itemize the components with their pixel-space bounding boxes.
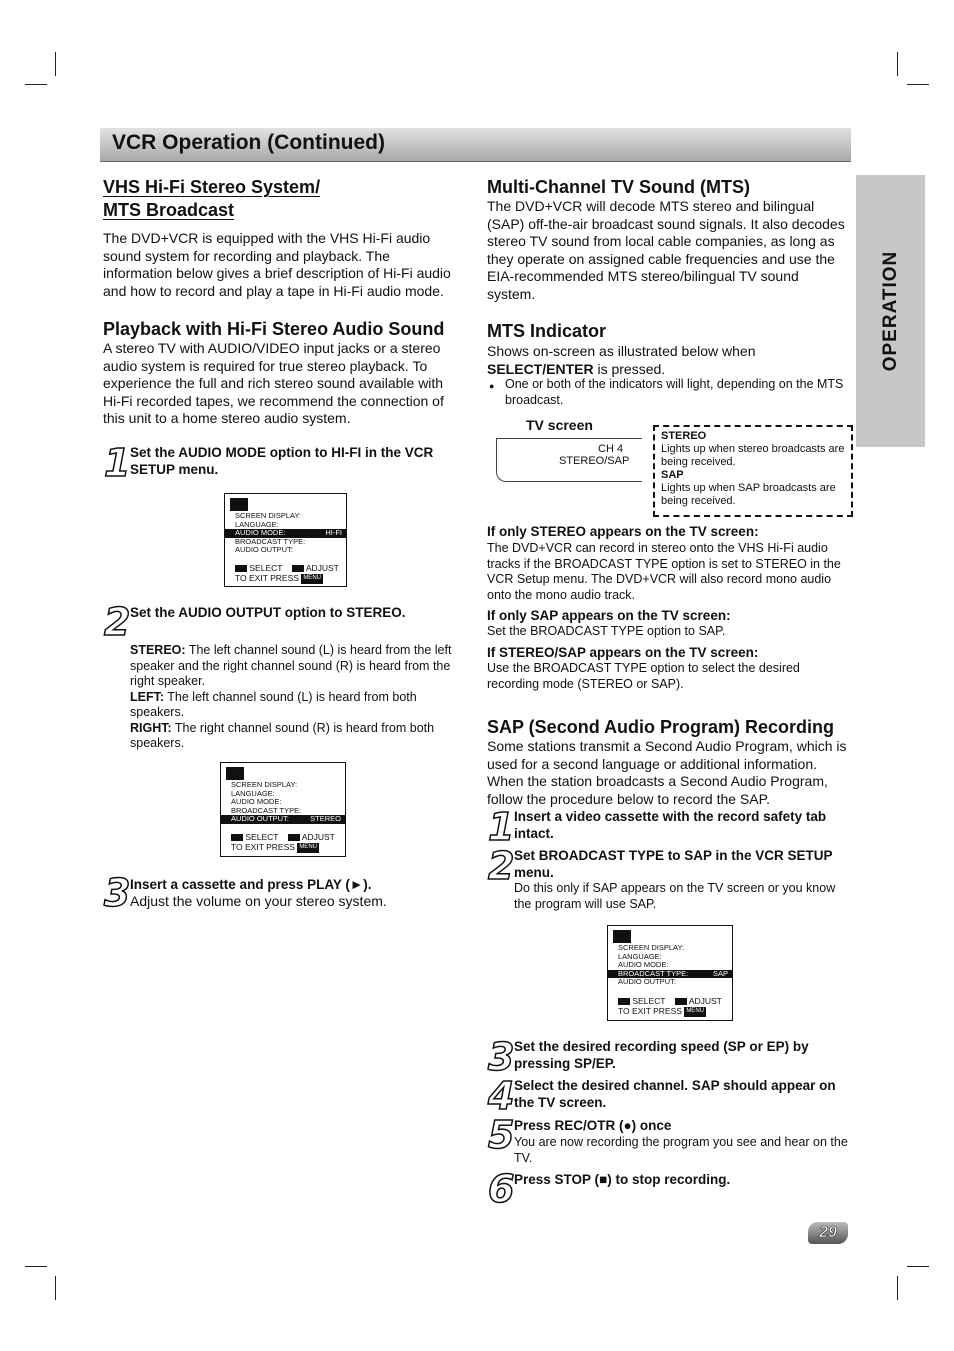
page-title: VCR Operation (Continued) xyxy=(112,131,385,154)
sap-step-5-note: You are now recording the program you see and hear on the TV. xyxy=(514,1135,848,1165)
leftright-key-icon xyxy=(675,998,687,1005)
sap-step-2: Set BROADCAST TYPE to SAP in the VCR SETUP menu. xyxy=(514,848,833,880)
page-number-badge xyxy=(808,1222,848,1244)
menu-row: LANGUAGE: xyxy=(618,951,662,961)
menu-row: BROADCAST TYPE: xyxy=(235,536,306,546)
menu-footer-exit: TO EXIT PRESS MENU xyxy=(618,1006,704,1016)
question-stereo: If only STEREO appears on the TV screen: xyxy=(487,524,759,539)
menu-footer: SELECT ADJUST xyxy=(235,564,339,574)
sap-step-5: Press REC/OTR (●) once xyxy=(514,1118,672,1133)
updown-key-icon xyxy=(618,998,630,1005)
leftright-key-icon xyxy=(292,565,304,572)
sap-step-3: Set the desired recording speed (SP or EP) by pressing SP/EP. xyxy=(514,1039,809,1071)
crop-mark xyxy=(907,84,929,85)
heading-mts-broadcast: MTS Broadcast xyxy=(103,200,235,220)
menu-row-selected: AUDIO MODE: HI-FI xyxy=(225,529,346,538)
crop-mark xyxy=(897,1276,898,1300)
menu-row: SCREEN DISPLAY: xyxy=(231,780,298,789)
crop-mark xyxy=(907,1266,929,1267)
step-number: 3 xyxy=(104,871,131,915)
menu-row: AUDIO MODE: xyxy=(231,797,282,807)
vcr-icon xyxy=(613,930,631,943)
sap-step-2-note: Do this only if SAP appears on the TV screen or you know the program will use SAP. xyxy=(514,881,836,911)
indicator-legend-box: STEREO Lights up when stereo broadcasts are being received. SAP Lights up when SAP broadcasts are being received. xyxy=(653,425,853,517)
step-number: 4 xyxy=(488,1074,515,1118)
menu-footer: SELECT ADJUST xyxy=(618,997,722,1007)
heading-playback: Playback with Hi-Fi Stereo Audio Sound xyxy=(103,319,445,339)
sap-step-6: Press STOP (■) to stop recording. xyxy=(514,1172,731,1187)
question-stereo-sap: If STEREO/SAP appears on the TV screen: xyxy=(487,645,759,660)
step-number: 1 xyxy=(488,805,515,849)
leftright-key-icon xyxy=(288,834,300,841)
vcr-icon xyxy=(230,498,248,511)
updown-key-icon xyxy=(231,834,243,841)
step-number: 1 xyxy=(104,441,131,485)
menu-row: SCREEN DISPLAY: xyxy=(235,511,302,520)
step-1-text: Set the AUDIO MODE option to HI-FI in the VCR SETUP menu. xyxy=(130,445,434,477)
answer-stereo: The DVD+VCR can record in stereo onto the VHS Hi-Fi audio tracks if the BROADCAST TYPE option is set to STEREO in the VCR Setup menu. The DVD+VCR will also record mono audio onto the mono audio track. xyxy=(487,541,841,602)
indicator-intro: Shows on-screen as illustrated below when SELECT/ENTER is pressed. xyxy=(487,343,756,377)
menu-row: AUDIO OUTPUT: xyxy=(618,977,676,987)
side-tab xyxy=(856,175,925,447)
setup-menu-screen xyxy=(224,493,347,587)
mts-paragraph: The DVD+VCR will decode MTS stereo and bilingual (SAP) off-the-air broadcast sound signals. It also decodes stereo TV sound from local cable companies, as long as they operate on assigned cable frequencies and use the EIA-recommended MTS stereo/bilingual TV sound system. xyxy=(487,198,845,302)
step-number: 3 xyxy=(488,1035,515,1079)
crop-mark xyxy=(55,52,56,76)
setup-menu-screen xyxy=(607,925,733,1021)
sap-step-1: Insert a video cassette with the record safety tab intact. xyxy=(514,809,827,841)
menu-row: AUDIO MODE: xyxy=(618,960,669,970)
menu-row-selected: AUDIO OUTPUT: STEREO xyxy=(221,815,345,824)
side-tab-label: OPERATION xyxy=(879,250,901,372)
crop-mark xyxy=(25,1266,47,1267)
sap-paragraph: Some stations transmit a Second Audio Program, which is used for a second language or additional information. When the station broadcasts a Second Audio Program, follow the procedure below to record the SAP. xyxy=(487,738,847,807)
menu-row: AUDIO OUTPUT: xyxy=(235,545,293,555)
step-number: 2 xyxy=(488,844,515,888)
crop-mark xyxy=(897,52,898,76)
updown-key-icon xyxy=(235,565,247,572)
step-number: 6 xyxy=(488,1167,515,1211)
heading-sap-recording: SAP (Second Audio Program) Recording xyxy=(487,717,835,737)
menu-row: LANGUAGE: xyxy=(231,788,275,798)
vcr-icon xyxy=(226,767,244,780)
bullet-icon: ● xyxy=(489,381,495,391)
menu-row: BROADCAST TYPE: xyxy=(231,805,302,815)
heading-vhs-hifi: VHS Hi-Fi Stereo System/ xyxy=(103,177,321,197)
menu-row: LANGUAGE: xyxy=(235,519,279,529)
tv-channel: CH 4 xyxy=(598,443,624,455)
step-number: 5 xyxy=(488,1113,515,1157)
indicator-bullet: One or both of the indicators will light, depending on the MTS broadcast. xyxy=(505,377,844,407)
step-3-note: Adjust the volume on your stereo system. xyxy=(130,893,387,909)
heading-mts-indicator: MTS Indicator xyxy=(487,321,607,341)
step-number: 2 xyxy=(104,600,131,644)
menu-footer-exit: TO EXIT PRESS MENU xyxy=(235,573,321,583)
intro-paragraph: The DVD+VCR is equipped with the VHS Hi-Fi audio sound system for recording and playback. The information below gives a brief description of Hi-Fi audio and how to record and play a tape in Hi-Fi audio mode. xyxy=(103,230,451,299)
playback-paragraph: A stereo TV with AUDIO/VIDEO input jacks or a stereo audio system is required for true stereo playback. To experience the full and rich stereo sound available with Hi-Fi recorded tapes, we recommend the connection of this unit to a home stereo audio system. xyxy=(103,340,444,426)
question-sap: If only SAP appears on the TV screen: xyxy=(487,608,731,623)
sap-step-4: Select the desired channel. SAP should appear on the TV screen. xyxy=(514,1078,836,1110)
crop-mark xyxy=(55,1276,56,1300)
audio-output-options: STEREO: The left channel sound (L) is heard from the left speaker and the right channel sound (R) is heard from the right speaker. LEFT: The left channel sound (L) is heard from both speakers. RIGHT: The right channel sound (R) is heard from both speakers. xyxy=(130,643,452,750)
section-banner xyxy=(100,128,851,162)
answer-stereo-sap: Use the BROADCAST TYPE option to select the desired recording mode (STEREO or SAP). xyxy=(487,661,800,691)
menu-row: SCREEN DISPLAY: xyxy=(618,943,685,952)
heading-mts: Multi-Channel TV Sound (MTS) xyxy=(487,177,750,197)
menu-footer: SELECT ADJUST xyxy=(231,833,335,843)
menu-footer-exit: TO EXIT PRESS MENU xyxy=(231,842,317,852)
menu-row-selected: BROADCAST TYPE: SAP xyxy=(608,970,732,979)
page-number: 29 xyxy=(819,1224,837,1241)
step-2-text: Set the AUDIO OUTPUT option to STEREO. xyxy=(130,605,406,620)
setup-menu-screen xyxy=(220,762,346,857)
crop-mark xyxy=(25,84,47,85)
tv-screen-label: TV screen xyxy=(526,417,593,433)
tv-mode: STEREO/SAP xyxy=(559,455,630,467)
answer-sap: Set the BROADCAST TYPE option to SAP. xyxy=(487,624,726,638)
step-3-text: Insert a cassette and press PLAY (►). xyxy=(130,877,372,892)
